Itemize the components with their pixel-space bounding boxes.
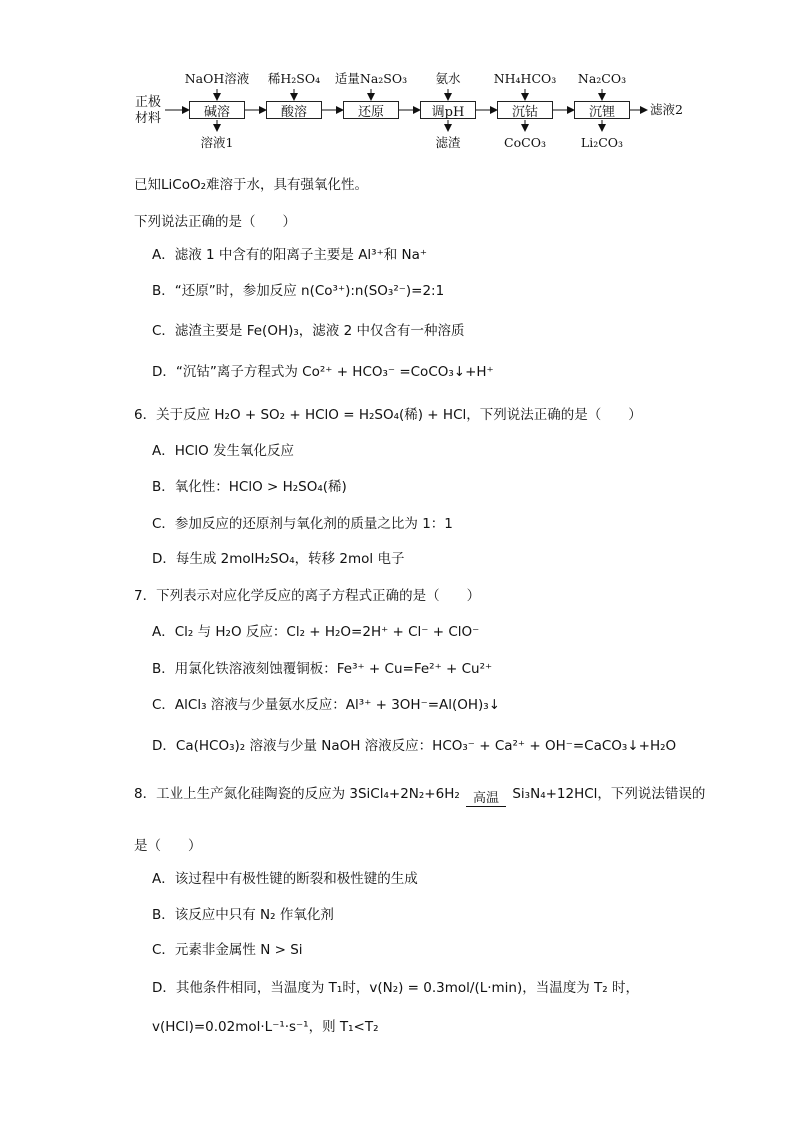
- q5-stem: 下列说法正确的是（ ）: [134, 214, 296, 230]
- reagent-label-2: 稀H₂SO₄: [267, 71, 321, 86]
- q6-option-c: C．参加反应的还原剂与氧化剂的质量之比为 1：1: [152, 516, 453, 532]
- q6-option-b: B．氧化性：HClO > H₂SO₄(稀): [152, 479, 347, 495]
- step-box-3: 还原: [343, 101, 399, 119]
- q7-option-a: A．Cl₂ 与 H₂O 反应：Cl₂ + H₂O=2H⁺ + Cl⁻ + ClO⁻: [152, 624, 480, 640]
- q5-option-c: C．滤渣主要是 Fe(OH)₃，滤液 2 中仅含有一种溶质: [152, 323, 465, 339]
- product-label-1: 溶液1: [200, 135, 234, 150]
- q8-stem-line-1: [134, 786, 705, 807]
- q6-stem: 6．关于反应 H₂O + SO₂ + HClO = H₂SO₄(稀) + HCl，下列说法正确的是（ ）: [134, 407, 642, 423]
- step-box-5: 沉钴: [497, 101, 553, 119]
- q8-option-d: D．其他条件相同，当温度为 T₁时，v(N₂) = 0.3mol/(L·min)，当温度为 T₂ 时，: [152, 980, 639, 996]
- flow-start-label: [135, 95, 161, 127]
- known-statement: 已知LiCoO₂难溶于水，具有强氧化性。: [134, 177, 368, 193]
- q8-option-d-cont: v(HCl)=0.02mol·L⁻¹·s⁻¹，则 T₁<T₂: [152, 1019, 379, 1035]
- q8-option-a: A．该过程中有极性键的断裂和极性键的生成: [152, 871, 418, 887]
- step-box-2: 酸溶: [266, 101, 322, 119]
- reagent-label-4: 氨水: [435, 71, 461, 86]
- flow-end-label: 滤液2: [650, 102, 683, 117]
- step-box-1: 碱溶: [189, 101, 245, 119]
- product-label-6: Li₂CO₃: [580, 135, 624, 150]
- product-label-5: CoCO₃: [504, 135, 546, 150]
- q8-stem-line-2: 是（ ）: [134, 838, 202, 854]
- q7-option-c: C．AlCl₃ 溶液与少量氨水反应：Al³⁺ + 3OH⁻=Al(OH)₃↓: [152, 697, 501, 713]
- q6-option-d: D．每生成 2molH₂SO₄，转移 2mol 电子: [152, 551, 405, 567]
- q5-option-d: D．“沉钴”离子方程式为 Co²⁺ + HCO₃⁻ =CoCO₃↓+H⁺: [152, 364, 494, 380]
- step-box-4: 调pH: [420, 101, 476, 119]
- q5-option-b: B．“还原”时，参加反应 n(Co³⁺):n(SO₃²⁻)=2:1: [152, 283, 445, 299]
- product-label-4: 滤渣: [435, 135, 461, 150]
- step-box-6: 沉锂: [574, 101, 630, 119]
- q8-stem-part-b: Si₃N₄+12HCl，下列说法错误的: [512, 786, 706, 802]
- q7-option-d: D．Ca(HCO₃)₂ 溶液与少量 NaOH 溶液反应：HCO₃⁻ + Ca²⁺ + OH⁻=CaCO₃↓+H₂O: [152, 738, 677, 754]
- reaction-arrow-bar: [466, 806, 506, 807]
- q8-stem-part-a: 8．工业上生产氮化硅陶瓷的反应为 3SiCl₄+2N₂+6H₂: [134, 786, 460, 802]
- q8-option-c: C．元素非金属性 N > Si: [152, 942, 303, 958]
- reagent-label-3: 适量Na₂SO₃: [334, 71, 408, 86]
- q7-option-b: B．用氯化铁溶液刻蚀覆铜板：Fe³⁺ + Cu=Fe²⁺ + Cu²⁺: [152, 661, 493, 677]
- q5-option-a: A．滤液 1 中含有的阳离子主要是 Al³⁺和 Na⁺: [152, 247, 428, 263]
- reaction-condition: [466, 792, 506, 807]
- reagent-label-5: NH₄HCO₃: [493, 71, 557, 86]
- q7-stem: 7．下列表示对应化学反应的离子方程式正确的是（ ）: [134, 588, 481, 604]
- reagent-label-6: Na₂CO₃: [577, 71, 627, 86]
- process-flow-diagram: [0, 0, 794, 165]
- q8-option-b: B．该反应中只有 N₂ 作氧化剂: [152, 907, 334, 923]
- reaction-condition-label: 高温: [473, 791, 500, 806]
- q6-option-a: A．HClO 发生氧化反应: [152, 443, 294, 459]
- start-line-1: 正极: [135, 95, 162, 110]
- reagent-label-1: NaOH溶液: [184, 71, 250, 86]
- start-line-2: 材料: [135, 111, 162, 126]
